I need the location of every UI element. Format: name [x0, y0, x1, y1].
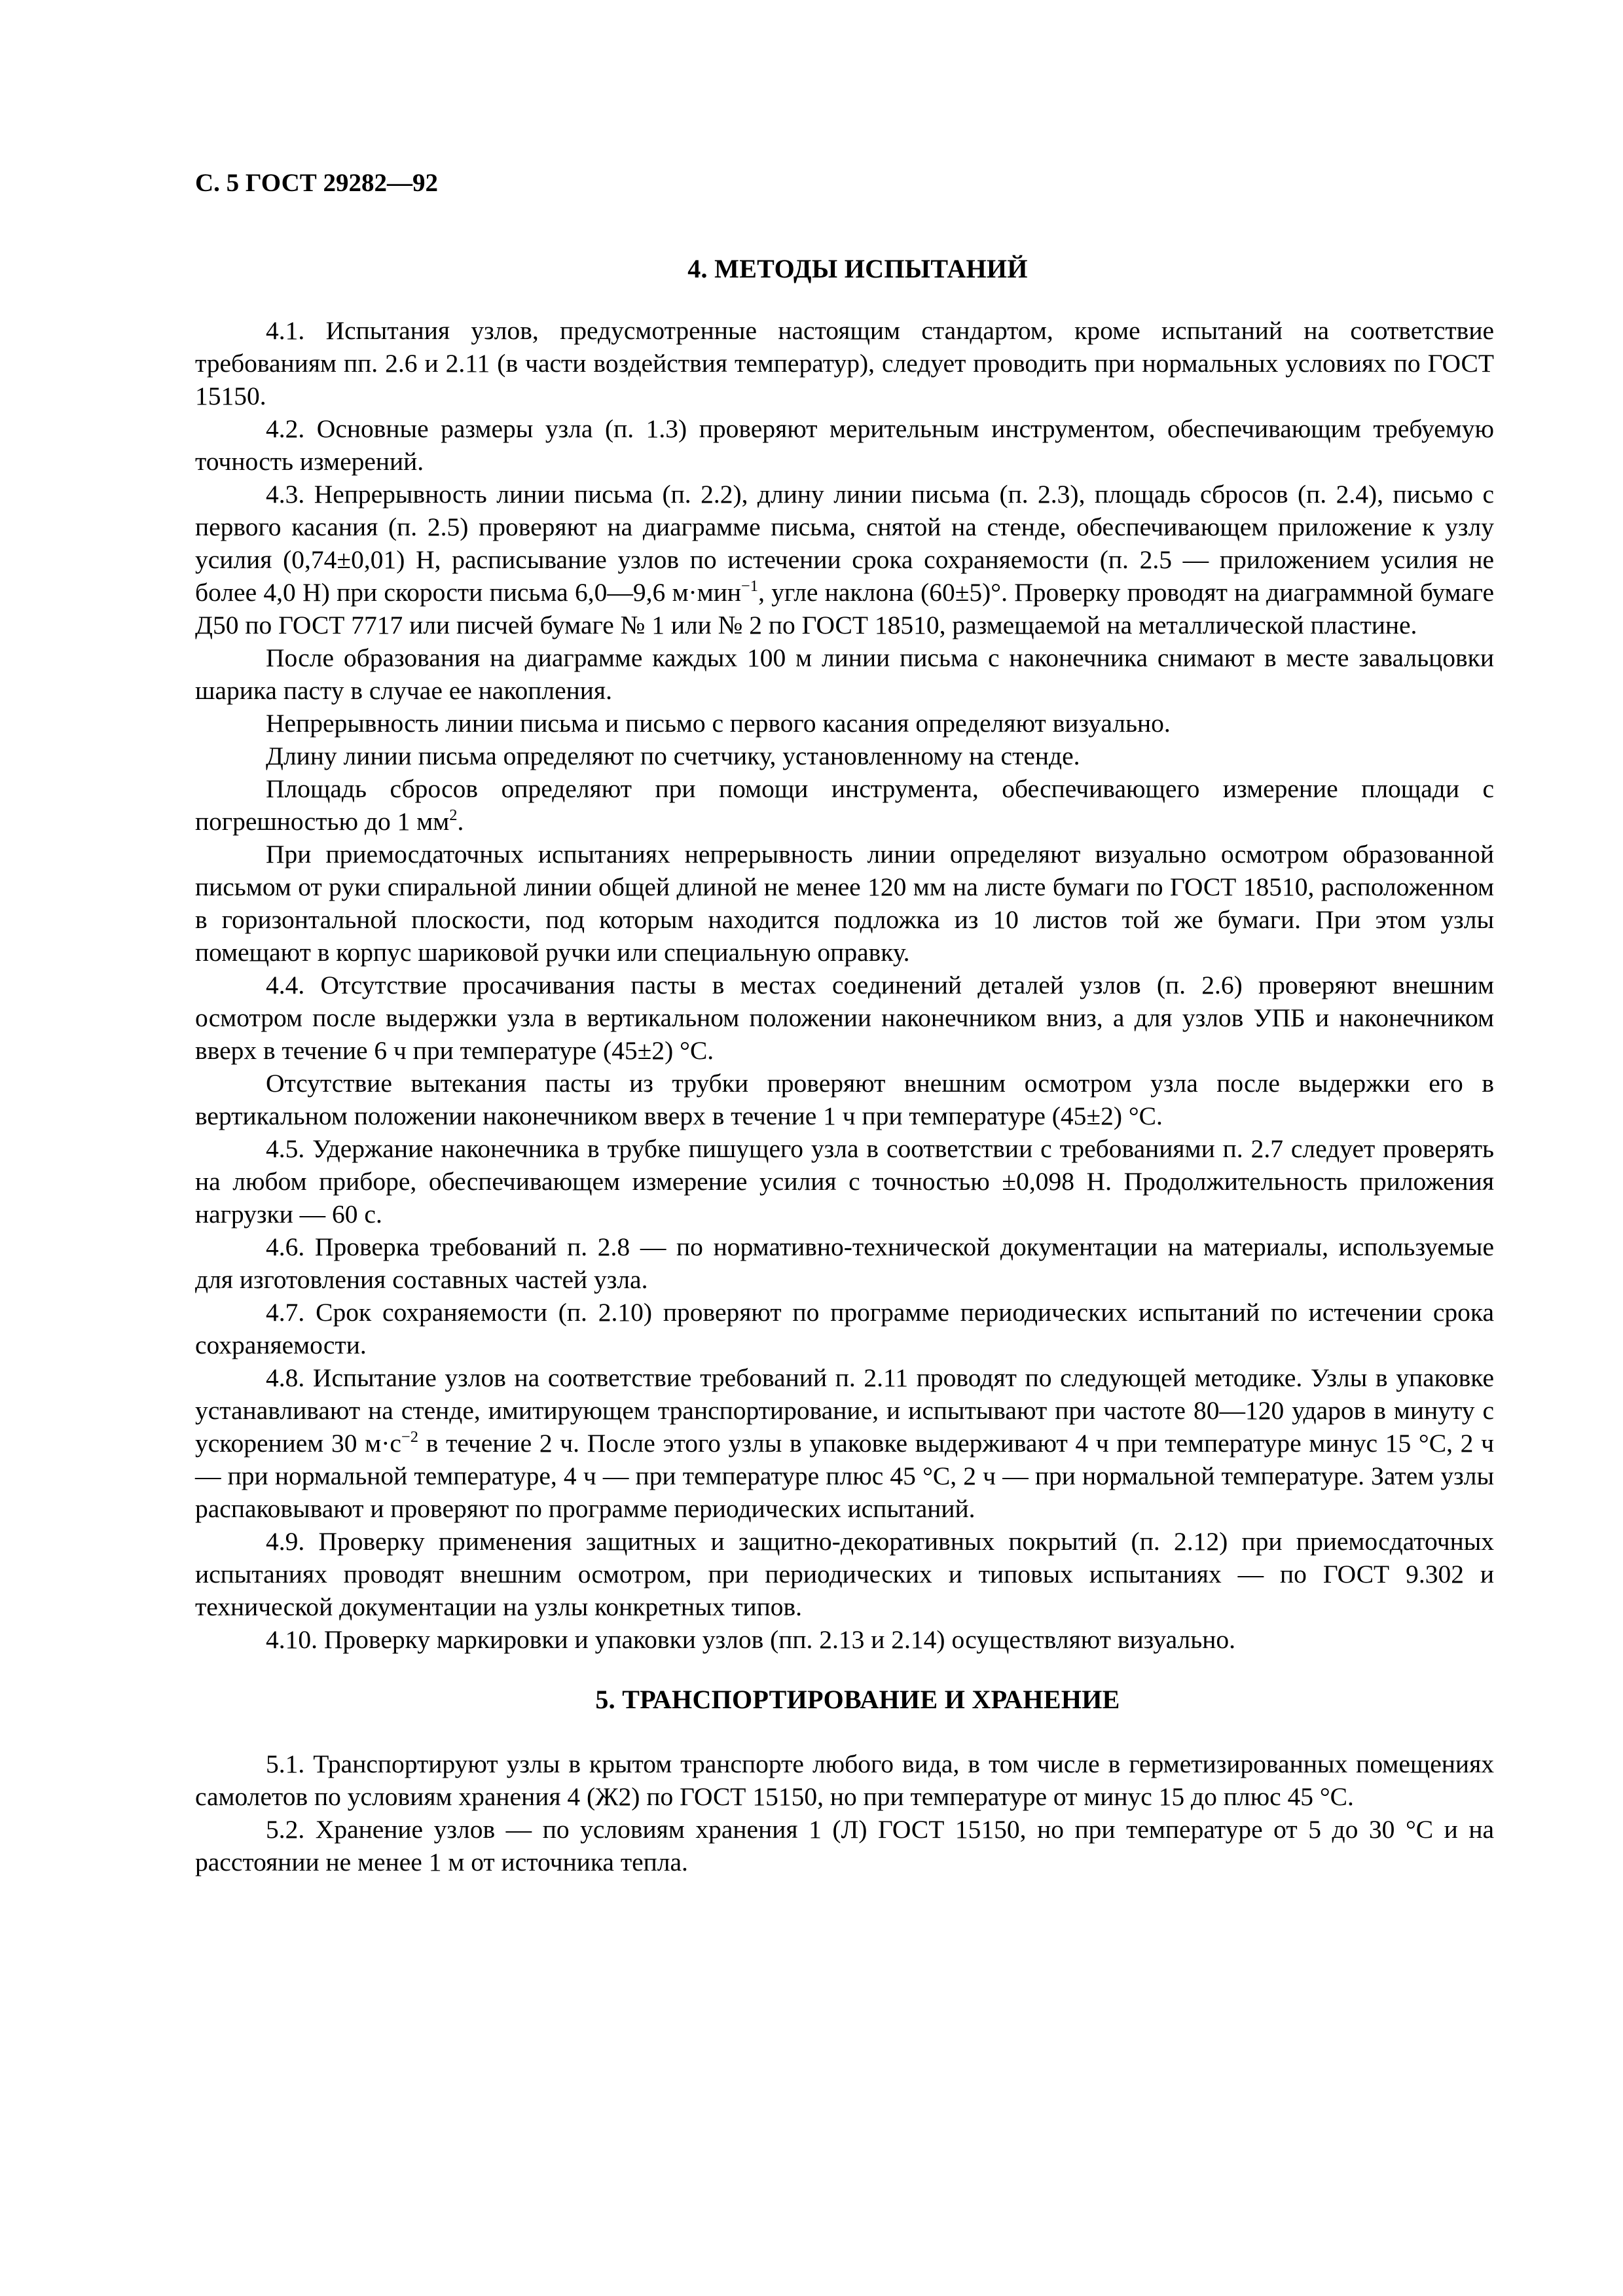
paragraph-4-3-area: Площадь сбросов определяют при помощи инструмента, обеспечивающего измерение площади с погрешностью до 1 $мм^2$. — [195, 774, 1494, 836]
section-4-body — [195, 314, 1494, 1656]
paragraph-4-4-leak: Отсутствие вытекания пасты из трубки проверяют внешним осмотром узла после выдержки его в вертикальном положении наконечником вверх в течение 1 ч при температуре (45±2) °С. — [195, 1069, 1494, 1130]
paragraph-4-2: 4.2. Основные размеры узла (п. 1.3) проверяют мерительным инструментом, обеспечивающим требуемую точность измерений. — [195, 414, 1494, 476]
paragraph-4-3-length: Длину линии письма определяют по счетчику, установленному на стенде. — [266, 742, 1080, 770]
paragraph-4-3-acceptance: При приемосдаточных испытаниях непрерывность линии определяют визуально осмотром образованной письмом от руки спиральной линии общей длиной не менее 120 мм на листе бумаги по ГОСТ 18510, расположенном в горизонтальной плоскости, под которым находится подложка из 10 листов той же бумаги. При этом узлы помещают в корпус шариковой ручки или специальную оправку. — [195, 840, 1494, 967]
section-5-body — [195, 1748, 1494, 1878]
paragraph-5-2: 5.2. Хранение узлов — по условиям хранения 1 (Л) ГОСТ 15150, но при температуре от 5 до 30 °С и на расстоянии не менее 1 м от источника тепла. — [195, 1815, 1494, 1876]
paragraph-5-1: 5.1. Транспортируют узлы в крытом транспорте любого вида, в том числе в герметизированных помещениях самолетов по условиям хранения 4 (Ж2) по ГОСТ 15150, но при температуре от минус 15 до плюс 45 °С. — [195, 1749, 1494, 1811]
section-5-title: 5. ТРАНСПОРТИРОВАНИЕ И ХРАНЕНИЕ — [595, 1685, 1120, 1714]
paragraph-4-10: 4.10. Проверку маркировки и упаковки узлов (пп. 2.13 и 2.14) осуществляют визуально. — [266, 1625, 1235, 1654]
paragraph-4-9: 4.9. Проверку применения защитных и защитно-декоративных покрытий (п. 2.12) при приемосдаточных испытаниях проводят внешним осмотром, при периодических и типовых испытаниях — по ГОСТ 9.302 и технической документации на узлы конкретных типов. — [195, 1527, 1494, 1621]
document-page — [195, 169, 1494, 1878]
paragraph-4-3-pasta: После образования на диаграмме каждых 100 м линии письма с наконечника снимают в месте завальцовки шарика пасту в случае ее накопления. — [195, 643, 1494, 705]
running-header: С. 5 ГОСТ 29282—92 — [195, 169, 438, 197]
paragraph-4-5: 4.5. Удержание наконечника в трубке пишущего узла в соответствии с требованиями п. 2.7 следует проверять на любом приборе, обеспечивающем измерение усилия с точностью ±0,098 Н. Продолжительность приложения нагрузки — 60 с. — [195, 1134, 1494, 1229]
paragraph-4-3: 4.3. Непрерывность линии письма (п. 2.2), длину линии письма (п. 2.3), площадь сбросов (п. 2.4), письмо с первого касания (п. 2.5) проверяют на диаграмме письма, снятой на стенде, обеспечивающем приложение к узлу усилия (0,74±0,01) Н, расписывание узлов по истечении срока сохраняемости (п. 2.5 — приложением усилия не более 4,0 Н) при скорости письма 6,0—9,6 м·мин$^{-1}$, угле наклона (60±5)°. Проверку проводят на диаграммной бумаге Д50 по ГОСТ 7717 или писчей бумаге № 1 или № 2 по ГОСТ 18510, размещаемой на металлической пластине. — [195, 480, 1495, 639]
paragraph-4-7: 4.7. Срок сохраняемости (п. 2.10) проверяют по программе периодических испытаний по истечении срока сохраняемости. — [195, 1298, 1494, 1359]
paragraph-4-8: 4.8. Испытание узлов на соответствие требований п. 2.11 проводят по следующей методике. Узлы в упаковке устанавливают на стенде, имитирующем транспортирование, и испытывают при частоте 80—120 ударов в минуту с ускорением 30 $м\cdot с^{-2}$ в течение 2 ч. После этого узлы в упаковке выдерживают 4 ч при температуре минус 15 °С, 2 ч — при нормальной температуре, 4 ч — при температуре плюс 45 °С, 2 ч — при нормальной температуре. Затем узлы распаковывают и проверяют по программе периодических испытаний. — [195, 1363, 1494, 1523]
paragraph-4-6: 4.6. Проверка требований п. 2.8 — по нормативно-технической документации на материалы, используемые для изготовления составных частей узла. — [195, 1232, 1494, 1294]
paragraph-4-3-continuity: Непрерывность линии письма и письмо с первого касания определяют визуально. — [266, 709, 1171, 738]
paragraph-4-4: 4.4. Отсутствие просачивания пасты в местах соединений деталей узлов (п. 2.6) проверяют внешним осмотром после выдержки узла в вертикальном положении наконечником вниз, а для узлов УПБ и наконечником вверх в течение 6 ч при температуре (45±2) °С. — [195, 971, 1494, 1065]
paragraph-4-1: 4.1. Испытания узлов, предусмотренные настоящим стандартом, кроме испытаний на соответствие требованиям пп. 2.6 и 2.11 (в части воздействия температур), следует проводить при нормальных условиях по ГОСТ 15150. — [195, 316, 1494, 410]
section-4-title: 4. МЕТОДЫ ИСПЫТАНИЙ — [687, 254, 1028, 283]
